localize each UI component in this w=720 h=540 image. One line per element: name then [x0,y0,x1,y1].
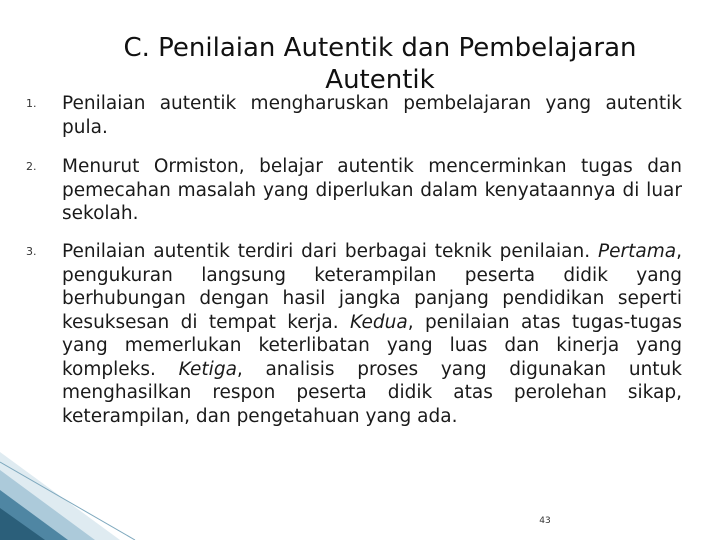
list-item-text: Menurut Ormiston, belajar autentik mencerminkan tugas dan pemecahan masalah yang diperlukan dalam kenyataannya di luar sekolah. [62,156,682,224]
text-segment: , penilaian atas tugas-tugas yang memerlukan keterlibatan yang luas dan kinerja yang kompleks. [62,311,682,380]
decorative-wave [0,440,720,540]
emphasis-pertama: Pertama [598,241,677,262]
page-number: 43 [539,516,551,526]
list-item-number: 2. [26,160,37,173]
text-segment: , pengukuran langsung keterampilan peserta didik yang berhubungan dengan hasil jangka panjang pendidikan seperti kesuksesan di tempat kerja. [62,241,682,333]
list-item-text: Penilaian autentik mengharuskan pembelajaran yang autentik pula. [62,93,682,138]
list-item-text [62,240,682,428]
list-item-number: 3. [26,245,37,258]
emphasis-ketiga: Ketiga [178,358,237,380]
slide-title: C. Penilaian Autentik dan Pembelajaran Autentik [123,33,637,95]
emphasis-kedua: Kedua [350,311,408,333]
list-item-number: 1. [26,97,37,110]
text-segment: Penilaian autentik terdiri dari berbagai teknik penilaian. [62,241,599,262]
text-segment: , analisis proses yang digunakan untuk menghasilkan respon peserta didik atas perolehan sikap, keterampilan, dan pengetahuan yang ada. [62,358,682,427]
